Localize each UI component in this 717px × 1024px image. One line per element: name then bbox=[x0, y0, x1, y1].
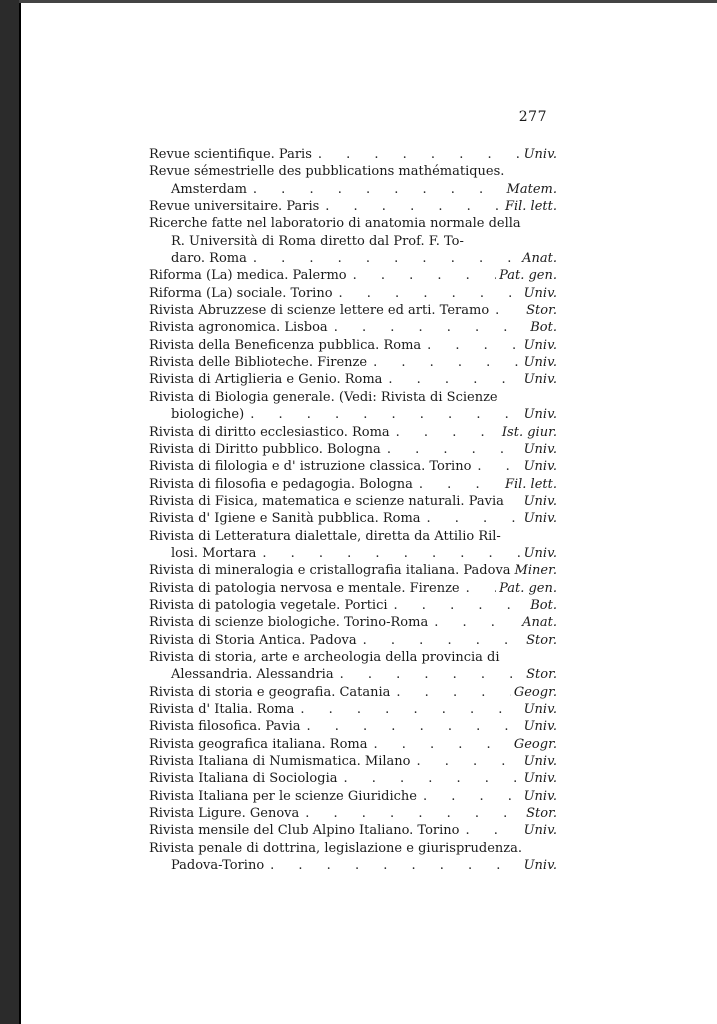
entry-line bbox=[149, 337, 557, 354]
scan-left-border bbox=[0, 0, 19, 1024]
entry-title: Rivista Abruzzese di scienze lettere ed arti. Teramo bbox=[149, 303, 490, 319]
entry-category: Stor. bbox=[526, 632, 557, 648]
entry-line bbox=[149, 441, 557, 458]
dot-leader bbox=[421, 510, 521, 527]
entry-line bbox=[149, 684, 557, 701]
entry-title: Padova-Torino bbox=[171, 858, 265, 874]
entry-line bbox=[149, 424, 557, 441]
entry-line bbox=[149, 493, 557, 510]
entry-title: Alessandria. Alessandria bbox=[171, 667, 334, 683]
dot-leader bbox=[299, 805, 523, 822]
entry-line bbox=[149, 614, 557, 631]
entry-title: Revue universitaire. Paris bbox=[149, 199, 320, 215]
entry-line bbox=[149, 406, 557, 423]
entry-title: Rivista di storia, arte e archeologia della provincia di bbox=[149, 649, 500, 665]
entry-title: Rivista di Artiglieria e Genio. Roma bbox=[149, 372, 383, 388]
entry-line bbox=[149, 649, 557, 666]
entry-title: Rivista agronomica. Lisboa bbox=[149, 320, 328, 336]
list-item bbox=[149, 718, 557, 735]
entry-line bbox=[149, 562, 557, 579]
entry-category: Miner. bbox=[514, 563, 557, 579]
list-item bbox=[149, 510, 557, 527]
entry-title: Rivista mensile del Club Alpino Italiano. Torino bbox=[149, 823, 460, 839]
entry-line bbox=[149, 476, 557, 493]
dot-leader bbox=[428, 614, 519, 631]
list-item bbox=[149, 736, 557, 753]
list-item bbox=[149, 476, 557, 493]
list-item bbox=[149, 424, 557, 441]
entry-category: Anat. bbox=[522, 615, 557, 631]
entry-category: Univ. bbox=[523, 493, 557, 509]
dot-leader bbox=[390, 684, 510, 701]
entry-category: Fil. lett. bbox=[504, 199, 557, 215]
dot-leader bbox=[367, 736, 510, 753]
entry-category: Matem. bbox=[506, 181, 557, 197]
dot-leader bbox=[247, 181, 504, 198]
entry-line bbox=[149, 528, 557, 545]
list-item bbox=[149, 493, 557, 510]
entry-category: Univ. bbox=[523, 823, 557, 839]
entry-title: Rivista di storia e geografia. Catania bbox=[149, 684, 391, 700]
list-item bbox=[149, 267, 557, 284]
dot-leader bbox=[417, 788, 521, 805]
list-item bbox=[149, 215, 557, 267]
list-item bbox=[149, 198, 557, 215]
entry-title: Rivista Ligure. Genova bbox=[149, 806, 300, 822]
entry-title: Rivista d' Italia. Roma bbox=[149, 702, 295, 717]
list-item bbox=[149, 632, 557, 649]
entry-category: Bot. bbox=[530, 320, 557, 336]
entry-category: Ist. giur. bbox=[501, 424, 557, 440]
entry-category: Stor. bbox=[526, 667, 557, 683]
entry-title: Rivista di patologia nervosa e mentale. Firenze bbox=[149, 580, 460, 596]
entry-line bbox=[149, 389, 557, 406]
entry-category: Bot. bbox=[530, 597, 557, 613]
dot-leader bbox=[504, 493, 521, 510]
entry-title: losi. Mortara bbox=[171, 545, 257, 561]
list-item bbox=[149, 371, 557, 388]
entry-line bbox=[149, 354, 557, 371]
list-item bbox=[149, 805, 557, 822]
entry-category: Univ. bbox=[523, 407, 557, 423]
entry-line bbox=[149, 718, 557, 735]
entry-line bbox=[149, 822, 557, 839]
entry-title: Rivista di diritto ecclesiastico. Roma bbox=[149, 424, 390, 440]
entry-title: Rivista di Biologia generale. (Vedi: Rivista di Scienze bbox=[149, 389, 498, 405]
list-item bbox=[149, 753, 557, 770]
dot-leader bbox=[367, 354, 520, 371]
scan-page-edge bbox=[19, 0, 21, 1024]
dot-leader bbox=[244, 406, 520, 423]
entry-category: Geogr. bbox=[513, 684, 557, 700]
entry-title: Rivista della Beneficenza pubblica. Roma bbox=[149, 337, 422, 353]
list-item bbox=[149, 614, 557, 631]
entry-line bbox=[149, 770, 557, 787]
entry-line bbox=[149, 181, 557, 198]
entry-line bbox=[149, 736, 557, 753]
entry-line bbox=[149, 302, 557, 319]
entry-category: Univ. bbox=[523, 337, 557, 353]
entry-line bbox=[149, 753, 557, 770]
entry-category: Univ. bbox=[523, 754, 557, 770]
list-item bbox=[149, 788, 557, 805]
entry-line bbox=[149, 580, 557, 597]
entry-title: Riforma (La) medica. Palermo bbox=[149, 268, 347, 284]
entry-line bbox=[149, 267, 557, 284]
dot-leader bbox=[489, 302, 523, 319]
entry-line bbox=[149, 285, 557, 302]
entry-category: Anat. bbox=[522, 251, 557, 267]
dot-leader bbox=[312, 146, 521, 163]
list-item bbox=[149, 354, 557, 371]
list-item bbox=[149, 597, 557, 614]
dot-leader bbox=[264, 857, 520, 874]
scan-top-border bbox=[19, 0, 717, 3]
entry-category: Univ. bbox=[523, 858, 557, 874]
list-item bbox=[149, 770, 557, 787]
entry-title: Rivista di scienze biologiche. Torino-Roma bbox=[149, 615, 429, 631]
dot-leader bbox=[411, 753, 521, 770]
entry-title: Rivista di filologia e d' istruzione classica. Torino bbox=[149, 459, 472, 475]
entry-line bbox=[149, 632, 557, 649]
entry-title: biologiche) bbox=[171, 407, 245, 423]
list-item bbox=[149, 441, 557, 458]
dot-leader bbox=[460, 822, 521, 839]
entry-line bbox=[149, 233, 557, 250]
dot-leader bbox=[357, 632, 523, 649]
entry-line bbox=[149, 805, 557, 822]
entry-line bbox=[149, 788, 557, 805]
list-item bbox=[149, 319, 557, 336]
dot-leader bbox=[301, 718, 521, 735]
entry-line bbox=[149, 371, 557, 388]
entry-category: Univ. bbox=[523, 719, 557, 735]
entry-title: Rivista di Storia Antica. Padova bbox=[149, 632, 357, 648]
dot-leader bbox=[471, 458, 520, 475]
entry-category: Univ. bbox=[523, 441, 557, 457]
entry-title: Rivista di patologia vegetale. Portici bbox=[149, 597, 388, 613]
entry-title: Rivista geografica italiana. Roma bbox=[149, 736, 368, 752]
entry-category: Pat. gen. bbox=[499, 580, 557, 596]
entry-title: daro. Roma bbox=[171, 251, 247, 267]
entry-category: Stor. bbox=[526, 806, 557, 822]
entry-category: Univ. bbox=[523, 285, 557, 301]
entry-line bbox=[149, 250, 557, 267]
entry-line bbox=[149, 701, 557, 718]
entry-title: Rivista di Diritto pubblico. Bologna bbox=[149, 441, 381, 457]
dot-leader bbox=[390, 424, 499, 441]
entry-category: Stor. bbox=[526, 303, 557, 319]
entry-line bbox=[149, 198, 557, 215]
entry-title: Ricerche fatte nel laboratorio di anatomia normale della bbox=[149, 216, 521, 232]
entry-category: Univ. bbox=[523, 372, 557, 388]
entry-category: Fil. lett. bbox=[504, 476, 557, 492]
dot-leader bbox=[460, 580, 496, 597]
entry-category: Univ. bbox=[523, 147, 557, 162]
entry-title: Rivista Italiana di Sociologia bbox=[149, 771, 338, 787]
entry-title: R. Università di Roma diretto dal Prof. F. To- bbox=[171, 233, 464, 249]
page-number: 277 bbox=[518, 109, 547, 125]
entry-title: Rivista di Letteratura dialettale, diretta da Attilio Ril- bbox=[149, 528, 501, 544]
entry-category: Univ. bbox=[523, 771, 557, 787]
list-item bbox=[149, 684, 557, 701]
entry-title: Revue sémestrielle des pubblications mathématiques. bbox=[149, 164, 505, 180]
list-item bbox=[149, 580, 557, 597]
entry-title: Amsterdam bbox=[171, 181, 247, 197]
entry-category: Univ. bbox=[523, 511, 557, 527]
entry-line bbox=[149, 163, 557, 180]
entry-title: Rivista penale di dottrina, legislazione e giurisprudenza. bbox=[149, 840, 523, 856]
entry-title: Rivista di Fisica, matematica e scienze naturali. Pavia bbox=[149, 493, 504, 509]
entry-category: Univ. bbox=[523, 355, 557, 371]
list-item bbox=[149, 562, 557, 579]
entry-title: Revue scientifique. Paris bbox=[149, 147, 312, 162]
entry-line bbox=[149, 597, 557, 614]
entry-title: Rivista delle Biblioteche. Firenze bbox=[149, 355, 368, 371]
dot-leader bbox=[294, 701, 520, 718]
dot-leader bbox=[421, 337, 520, 354]
list-item bbox=[149, 163, 557, 198]
dot-leader bbox=[337, 770, 520, 787]
dot-leader bbox=[382, 371, 520, 388]
entry-title: Rivista Italiana per le scienze Giuridiche bbox=[149, 788, 417, 804]
list-item bbox=[149, 458, 557, 475]
entry-line bbox=[149, 146, 557, 163]
dot-leader bbox=[334, 666, 524, 683]
entry-title: Riforma (La) sociale. Torino bbox=[149, 285, 333, 301]
entry-line bbox=[149, 458, 557, 475]
list-item bbox=[149, 528, 557, 563]
entry-line bbox=[149, 319, 557, 336]
dot-leader bbox=[247, 250, 519, 267]
entry-title: Rivista Italiana di Numismatica. Milano bbox=[149, 754, 411, 770]
entry-category: Pat. gen. bbox=[499, 268, 557, 284]
entry-title: Rivista filosofica. Pavia bbox=[149, 719, 301, 735]
entry-line bbox=[149, 510, 557, 527]
dot-leader bbox=[381, 441, 521, 458]
dot-leader bbox=[347, 267, 496, 284]
list-item bbox=[149, 285, 557, 302]
list-item bbox=[149, 840, 557, 875]
entry-category: Univ. bbox=[523, 702, 557, 717]
entry-line bbox=[149, 545, 557, 562]
periodical-list bbox=[149, 146, 557, 874]
list-item bbox=[149, 302, 557, 319]
entry-line bbox=[149, 857, 557, 874]
list-item bbox=[149, 649, 557, 684]
entry-category: Univ. bbox=[523, 545, 557, 561]
dot-leader bbox=[333, 285, 521, 302]
list-item bbox=[149, 389, 557, 424]
list-item bbox=[149, 701, 557, 718]
dot-leader bbox=[328, 319, 528, 336]
entry-title: Rivista di mineralogia e cristallografia italiana. Padova bbox=[149, 563, 511, 579]
entry-line bbox=[149, 215, 557, 232]
entry-category: Univ. bbox=[523, 788, 557, 804]
dot-leader bbox=[413, 476, 502, 493]
entry-title: Rivista d' Igiene e Sanità pubblica. Roma bbox=[149, 511, 421, 527]
entry-line bbox=[149, 840, 557, 857]
entry-line bbox=[149, 666, 557, 683]
dot-leader bbox=[256, 545, 520, 562]
dot-leader bbox=[319, 198, 502, 215]
list-item bbox=[149, 146, 557, 163]
dot-leader bbox=[388, 597, 528, 614]
entry-title: Rivista di filosofia e pedagogia. Bologna bbox=[149, 476, 413, 492]
list-item bbox=[149, 337, 557, 354]
entry-category: Geogr. bbox=[513, 736, 557, 752]
entry-category: Univ. bbox=[523, 459, 557, 475]
list-item bbox=[149, 822, 557, 839]
